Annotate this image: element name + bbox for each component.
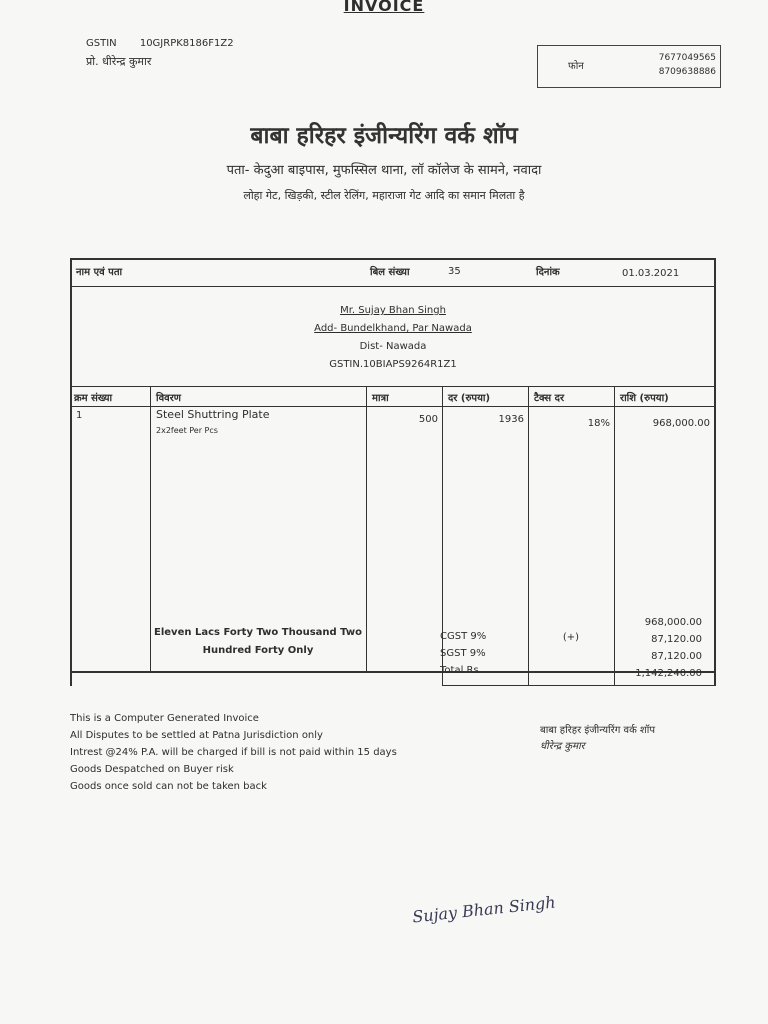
phone-box — [537, 45, 721, 88]
notes — [70, 710, 397, 795]
gstin-value: 10GJRPK8186F1Z2 — [139, 38, 234, 49]
phone-2: 8709638886 — [658, 67, 716, 77]
col-qty: मात्रा — [372, 393, 389, 404]
plus-sign: (+) — [562, 632, 580, 643]
invoice-table — [70, 258, 716, 686]
grand-total: 1,142,240.00 — [635, 668, 702, 679]
sgst-label: SGST 9% — [440, 648, 486, 659]
item-rate: 1936 — [498, 414, 524, 425]
bill-no-label: बिल संख्या — [370, 267, 410, 278]
note-3: Intrest @24% P.A. will be charged if bill is not paid within 15 days — [70, 747, 397, 758]
col-amount: राशि (रुपया) — [620, 393, 669, 404]
note-1: This is a Computer Generated Invoice — [70, 713, 259, 724]
note-5: Goods once sold can not be taken back — [70, 781, 267, 792]
customer-block — [70, 302, 716, 374]
sgst-amount: 87,120.00 — [651, 651, 702, 662]
item-description: Steel Shuttring Plate — [156, 408, 270, 421]
date-label: दिनांक — [536, 267, 560, 278]
invoice-title: INVOICE — [343, 0, 425, 15]
name-address-label: नाम एवं पता — [76, 267, 123, 278]
owner-name: प्रो. धीरेन्द्र कुमार — [86, 55, 152, 68]
customer-gstin: GSTIN.10BIAPS9264R1Z1 — [329, 359, 457, 370]
customer-address: Add- Bundelkhand, Par Nawada — [314, 323, 472, 334]
shop-items-line: लोहा गेट, खिड़की, स्टील रेलिंग, महाराजा गेट आदि का समान मिलता है — [243, 189, 525, 202]
col-rate: दर (रुपया) — [448, 393, 491, 404]
subtotal: 968,000.00 — [644, 617, 702, 628]
totals — [614, 614, 702, 682]
col-description: विवरण — [156, 393, 182, 404]
cgst-amount: 87,120.00 — [651, 634, 702, 645]
gstin-label: GSTIN — [86, 38, 117, 49]
item-size: 2x2feet Per Pcs — [156, 426, 218, 435]
customer-district: Dist- Nawada — [359, 341, 427, 352]
signature-shop-name: बाबा हरिहर इंजीन्यरिंग वर्क शॉप — [540, 725, 655, 736]
total-label: Total Rs. — [440, 665, 482, 676]
phone-numbers — [659, 51, 716, 79]
shop-address: पता- केदुआ बाइपास, मुफस्सिल थाना, लॉ कॉलेज के सामने, नवादा — [226, 163, 542, 178]
gstin-line — [86, 38, 234, 49]
item-tax: 18% — [587, 418, 610, 429]
col-sno: क्रम संख्या — [74, 393, 113, 404]
bill-date: 01.03.2021 — [622, 268, 680, 279]
phone-1: 7677049565 — [658, 53, 716, 63]
signature-owner: धीरेन्द्र कुमार — [540, 741, 585, 752]
shop-name: बाबा हरिहर इंजीन्यरिंग वर्क शॉप — [250, 122, 518, 149]
phone-label: फोन — [568, 61, 584, 72]
amount-in-words — [150, 624, 366, 660]
item-sno: 1 — [76, 410, 83, 421]
customer-name: Mr. Sujay Bhan Singh — [340, 305, 446, 316]
cgst-label: CGST 9% — [440, 631, 487, 642]
item-qty: 500 — [418, 414, 438, 425]
note-4: Goods Despatched on Buyer risk — [70, 764, 234, 775]
tax-labels — [440, 628, 486, 679]
amount-words-line-1: Eleven Lacs Forty Two Thousand Two — [154, 627, 362, 638]
item-amount: 968,000.00 — [652, 418, 710, 429]
handwritten-signature: Sujay Bhan Singh — [411, 892, 557, 927]
bill-no: 35 — [448, 266, 461, 277]
amount-words-line-2: Hundred Forty Only — [202, 645, 314, 656]
col-tax: टैक्स दर — [534, 393, 565, 404]
note-2: All Disputes to be settled at Patna Jurisdiction only — [70, 730, 323, 741]
